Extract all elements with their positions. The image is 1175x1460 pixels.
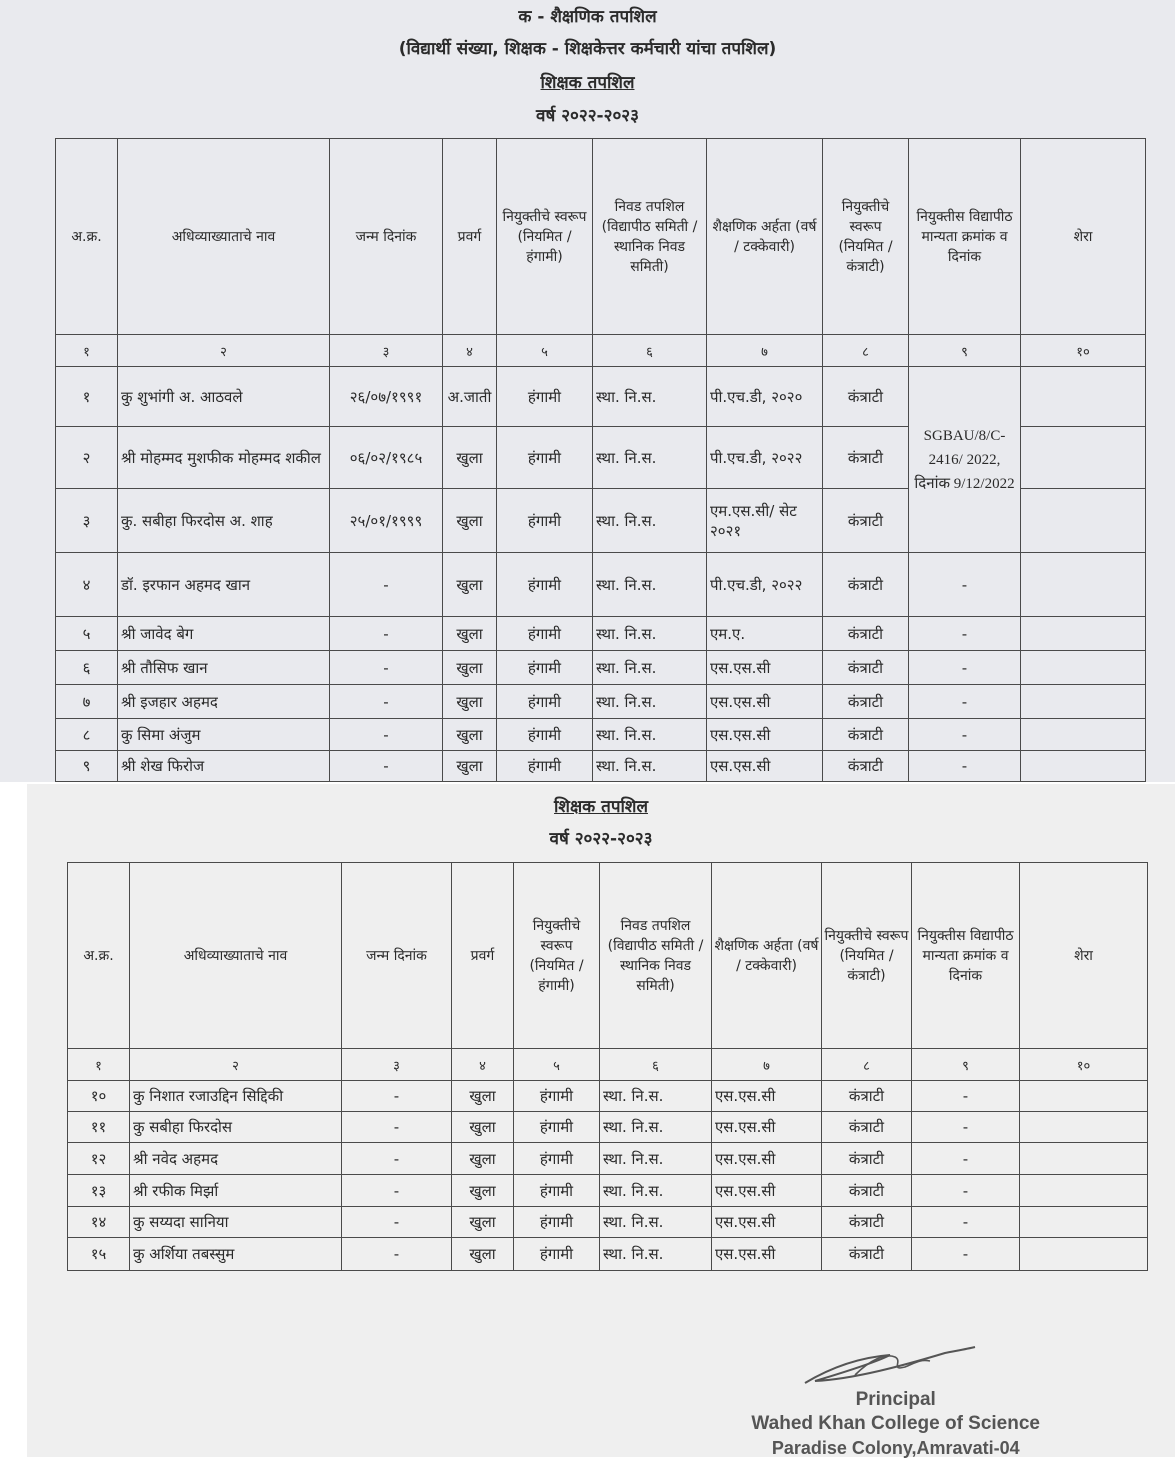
nature-cell: हंगामी [497,617,593,651]
birth-date-cell: - [342,1238,452,1271]
remark-cell [1020,1081,1148,1112]
column-number: ६ [593,335,707,367]
column-header: शेरा [1020,863,1148,1049]
section-title: क - शैक्षणिक तपशिल [518,7,657,27]
category-cell: खुला [443,489,497,553]
birth-date-cell: २६/०७/१९९१ [330,367,443,427]
qualification-cell: एस.एस.सी [707,685,823,719]
nature-cell: हंगामी [497,553,593,617]
qualification-cell: एस.एस.सी [712,1143,822,1175]
table-row [56,685,1146,719]
remark-cell [1021,685,1146,719]
qualification-cell: एस.एस.सी [712,1175,822,1207]
serial-number-cell: १० [68,1081,130,1112]
table-row [56,553,1146,617]
lecturer-name-cell: कु सिमा अंजुम [118,719,330,751]
qualification-cell: एस.एस.सी [707,719,823,751]
column-number: ९ [912,1049,1020,1081]
column-number: ५ [497,335,593,367]
column-header: अ.क्र. [68,863,130,1049]
remark-cell [1021,751,1146,782]
qualification-cell: एम.एस.सी/ सेट २०२१ [707,489,823,553]
selection-cell: स्था. नि.स. [593,719,707,751]
appointment-cell: कंत्राटी [822,1207,912,1238]
stamp-address: Paradise Colony,Amravati-04 [771,1438,1020,1458]
qualification-cell: एस.एस.सी [712,1207,822,1238]
selection-cell: स्था. नि.स. [593,427,707,489]
selection-cell: स्था. नि.स. [600,1207,712,1238]
selection-cell: स्था. नि.स. [600,1238,712,1271]
lecturer-name-cell: कु शुभांगी अ. आठवले [118,367,330,427]
qualification-cell: एस.एस.सी [712,1112,822,1143]
lecturer-name-cell: श्री रफीक मिर्झा [130,1175,342,1207]
column-number: ८ [823,335,909,367]
column-header: शैक्षणिक अर्हता (वर्ष / टक्केवारी) [712,863,822,1049]
lecturer-name-cell: श्री इजहार अहमद [118,685,330,719]
selection-cell: स्था. नि.स. [600,1143,712,1175]
column-header: जन्म दिनांक [330,139,443,335]
table-row [68,1112,1148,1143]
principal-signature [795,1335,985,1395]
table-row [56,719,1146,751]
remark-cell [1020,1175,1148,1207]
qualification-cell: एस.एस.सी [707,751,823,782]
header-row [56,139,1146,335]
serial-number-cell: १३ [68,1175,130,1207]
category-cell: खुला [443,719,497,751]
birth-date-cell: - [330,617,443,651]
selection-cell: स्था. नि.स. [593,489,707,553]
nature-cell: हंगामी [497,685,593,719]
selection-cell: स्था. नि.स. [593,617,707,651]
appointment-cell: कंत्राटी [823,489,909,553]
nature-cell: हंगामी [497,427,593,489]
selection-cell: स्था. नि.स. [593,367,707,427]
principal-stamp [751,1388,1040,1460]
table-row [56,367,1146,427]
appointment-cell: कंत्राटी [823,685,909,719]
lecturer-name-cell: श्री तौसिफ खान [118,651,330,685]
serial-number-cell: ८ [56,719,118,751]
category-cell: खुला [452,1238,514,1271]
category-cell: खुला [452,1112,514,1143]
approval-cell: - [912,1143,1020,1175]
table-row [56,651,1146,685]
lecturer-name-cell: श्री जावेद बेग [118,617,330,651]
birth-date-cell: - [330,553,443,617]
lecturer-name-cell: श्री शेख फिरोज [118,751,330,782]
appointment-cell: कंत्राटी [823,751,909,782]
section-subtitle: (विद्यार्थी संख्या, शिक्षक - शिक्षकेत्तर कर्मचारी यांचा तपशिल) [398,39,777,59]
appointment-cell: कंत्राटी [822,1238,912,1271]
appointment-cell: कंत्राटी [823,651,909,685]
approval-cell: - [912,1081,1020,1112]
column-header: अ.क्र. [56,139,118,335]
approval-cell: - [909,651,1021,685]
column-header: नियुक्तीचे स्वरूप (नियमित / हंगामी) [514,863,600,1049]
column-number-row [56,335,1146,367]
category-cell: अ.जाती [443,367,497,427]
category-cell: खुला [443,685,497,719]
nature-cell: हंगामी [514,1112,600,1143]
column-header: नियुक्तीस विद्यापीठ मान्यता क्रमांक व दिनांक [909,139,1021,335]
selection-cell: स्था. नि.स. [600,1175,712,1207]
remark-cell [1021,427,1146,489]
lecturer-name-cell: कु. सबीहा फिरदोस अ. शाह [118,489,330,553]
teacher-table-page-1 [55,138,1146,782]
column-header: अधिव्याख्याताचे नाव [130,863,342,1049]
qualification-cell: एस.एस.सी [712,1238,822,1271]
stamp-college: Wahed Khan College of Science [751,1413,1040,1434]
nature-cell: हंगामी [497,489,593,553]
column-number: १ [56,335,118,367]
selection-cell: स्था. नि.स. [593,553,707,617]
birth-date-cell: - [342,1143,452,1175]
remark-cell [1021,489,1146,553]
nature-cell: हंगामी [514,1207,600,1238]
birth-date-cell: २५/०१/१९९९ [330,489,443,553]
qualification-cell: पी.एच.डी, २०२२ [707,427,823,489]
birth-date-cell: - [330,751,443,782]
nature-cell: हंगामी [497,719,593,751]
year-label: वर्ष २०२२-२०२३ [549,829,653,849]
qualification-cell: एस.एस.सी [712,1081,822,1112]
lecturer-name-cell: कु सबीहा फिरदोस [130,1112,342,1143]
approval-cell: - [912,1238,1020,1271]
column-header: नियुक्तीचे स्वरूप (नियमित / हंगामी) [497,139,593,335]
serial-number-cell: २ [56,427,118,489]
remark-cell [1021,651,1146,685]
qualification-cell: एस.एस.सी [707,651,823,685]
column-number: १ [68,1049,130,1081]
table-row [68,1175,1148,1207]
category-cell: खुला [452,1207,514,1238]
table-row [56,751,1146,782]
birth-date-cell: - [342,1081,452,1112]
column-number: ७ [712,1049,822,1081]
column-number: ८ [822,1049,912,1081]
serial-number-cell: १५ [68,1238,130,1271]
serial-number-cell: ६ [56,651,118,685]
appointment-cell: कंत्राटी [823,553,909,617]
nature-cell: हंगामी [514,1081,600,1112]
column-header: प्रवर्ग [443,139,497,335]
column-header: शैक्षणिक अर्हता (वर्ष / टक्केवारी) [707,139,823,335]
serial-number-cell: १२ [68,1143,130,1175]
category-cell: खुला [443,617,497,651]
serial-number-cell: ५ [56,617,118,651]
column-number: ४ [452,1049,514,1081]
approval-cell: - [912,1207,1020,1238]
birth-date-cell: - [342,1112,452,1143]
column-header: नियुक्तीस विद्यापीठ मान्यता क्रमांक व दिनांक [912,863,1020,1049]
category-cell: खुला [452,1081,514,1112]
birth-date-cell: - [330,651,443,685]
document-photo-page-2 [27,784,1175,1457]
remark-cell [1021,719,1146,751]
serial-number-cell: ९ [56,751,118,782]
category-cell: खुला [452,1175,514,1207]
column-header: निवड तपशिल (विद्यापीठ समिती / स्थानिक निवड समिती) [600,863,712,1049]
category-cell: खुला [443,651,497,685]
teacher-table-page-2 [67,862,1148,1271]
column-number: ६ [600,1049,712,1081]
category-cell: खुला [443,751,497,782]
category-cell: खुला [443,427,497,489]
lecturer-name-cell: कु अर्शिया तबस्सुम [130,1238,342,1271]
remark-cell [1021,553,1146,617]
approval-note-cell: SGBAU/8/C-2416/ 2022, दिनांक 9/12/2022 [909,367,1021,553]
lecturer-name-cell: श्री मोहम्मद मुशफीक मोहम्मद शकील [118,427,330,489]
approval-cell: - [912,1175,1020,1207]
remark-cell [1020,1112,1148,1143]
category-cell: खुला [452,1143,514,1175]
appointment-cell: कंत्राटी [823,719,909,751]
approval-cell: - [912,1112,1020,1143]
column-header: अधिव्याख्याताचे नाव [118,139,330,335]
remark-cell [1020,1143,1148,1175]
nature-cell: हंगामी [514,1238,600,1271]
column-number: ५ [514,1049,600,1081]
approval-cell: - [909,751,1021,782]
nature-cell: हंगामी [497,367,593,427]
category-cell: खुला [443,553,497,617]
column-header: प्रवर्ग [452,863,514,1049]
selection-cell: स्था. नि.स. [593,651,707,685]
appointment-cell: कंत्राटी [822,1143,912,1175]
serial-number-cell: १ [56,367,118,427]
nature-cell: हंगामी [497,751,593,782]
column-header: नियुक्तीचे स्वरूप (नियमित / कंत्राटी) [823,139,909,335]
stamp-designation: Principal [855,1389,936,1410]
nature-cell: हंगामी [514,1143,600,1175]
approval-cell: - [909,617,1021,651]
selection-cell: स्था. नि.स. [600,1112,712,1143]
column-number: १० [1020,1049,1148,1081]
header-row [68,863,1148,1049]
lecturer-name-cell: कु सय्यदा सानिया [130,1207,342,1238]
appointment-cell: कंत्राटी [823,617,909,651]
serial-number-cell: ११ [68,1112,130,1143]
approval-cell: - [909,685,1021,719]
column-number: १० [1021,335,1146,367]
column-number-row [68,1049,1148,1081]
column-header: निवड तपशिल (विद्यापीठ समिती / स्थानिक निवड समिती) [593,139,707,335]
year-label: वर्ष २०२२-२०२३ [536,106,639,126]
table-row [68,1081,1148,1112]
birth-date-cell: - [342,1175,452,1207]
selection-cell: स्था. नि.स. [593,751,707,782]
lecturer-name-cell: डॉ. इरफान अहमद खान [118,553,330,617]
column-number: २ [118,335,330,367]
birth-date-cell: - [342,1207,452,1238]
nature-cell: हंगामी [497,651,593,685]
column-number: ३ [342,1049,452,1081]
qualification-cell: एम.ए. [707,617,823,651]
column-number: ९ [909,335,1021,367]
selection-cell: स्था. नि.स. [600,1081,712,1112]
appointment-cell: कंत्राटी [823,367,909,427]
column-number: ४ [443,335,497,367]
appointment-cell: कंत्राटी [822,1175,912,1207]
appointment-cell: कंत्राटी [822,1081,912,1112]
qualification-cell: पी.एच.डी, २०२० [707,367,823,427]
column-header: जन्म दिनांक [342,863,452,1049]
column-number: ३ [330,335,443,367]
birth-date-cell: - [330,685,443,719]
remark-cell [1021,617,1146,651]
qualification-cell: पी.एच.डी, २०२२ [707,553,823,617]
table-row [56,617,1146,651]
approval-cell: - [909,719,1021,751]
column-header: नियुक्तीचे स्वरूप (नियमित / कंत्राटी) [822,863,912,1049]
column-number: ७ [707,335,823,367]
remark-cell [1020,1207,1148,1238]
approval-cell: - [909,553,1021,617]
lecturer-name-cell: कु निशात रजाउद्दिन सिद्दिकी [130,1081,342,1112]
remark-cell [1020,1238,1148,1271]
remark-cell [1021,367,1146,427]
birth-date-cell: - [330,719,443,751]
birth-date-cell: ०६/०२/१९८५ [330,427,443,489]
serial-number-cell: ७ [56,685,118,719]
table-row [68,1238,1148,1271]
nature-cell: हंगामी [514,1175,600,1207]
lecturer-name-cell: श्री नवेद अहमद [130,1143,342,1175]
table-title: शिक्षक तपशिल [540,73,635,93]
appointment-cell: कंत्राटी [823,427,909,489]
table-row [68,1143,1148,1175]
serial-number-cell: ४ [56,553,118,617]
serial-number-cell: १४ [68,1207,130,1238]
column-number: २ [130,1049,342,1081]
serial-number-cell: ३ [56,489,118,553]
column-header: शेरा [1021,139,1146,335]
appointment-cell: कंत्राटी [822,1112,912,1143]
selection-cell: स्था. नि.स. [593,685,707,719]
table-title: शिक्षक तपशिल [554,797,648,817]
table-row [68,1207,1148,1238]
